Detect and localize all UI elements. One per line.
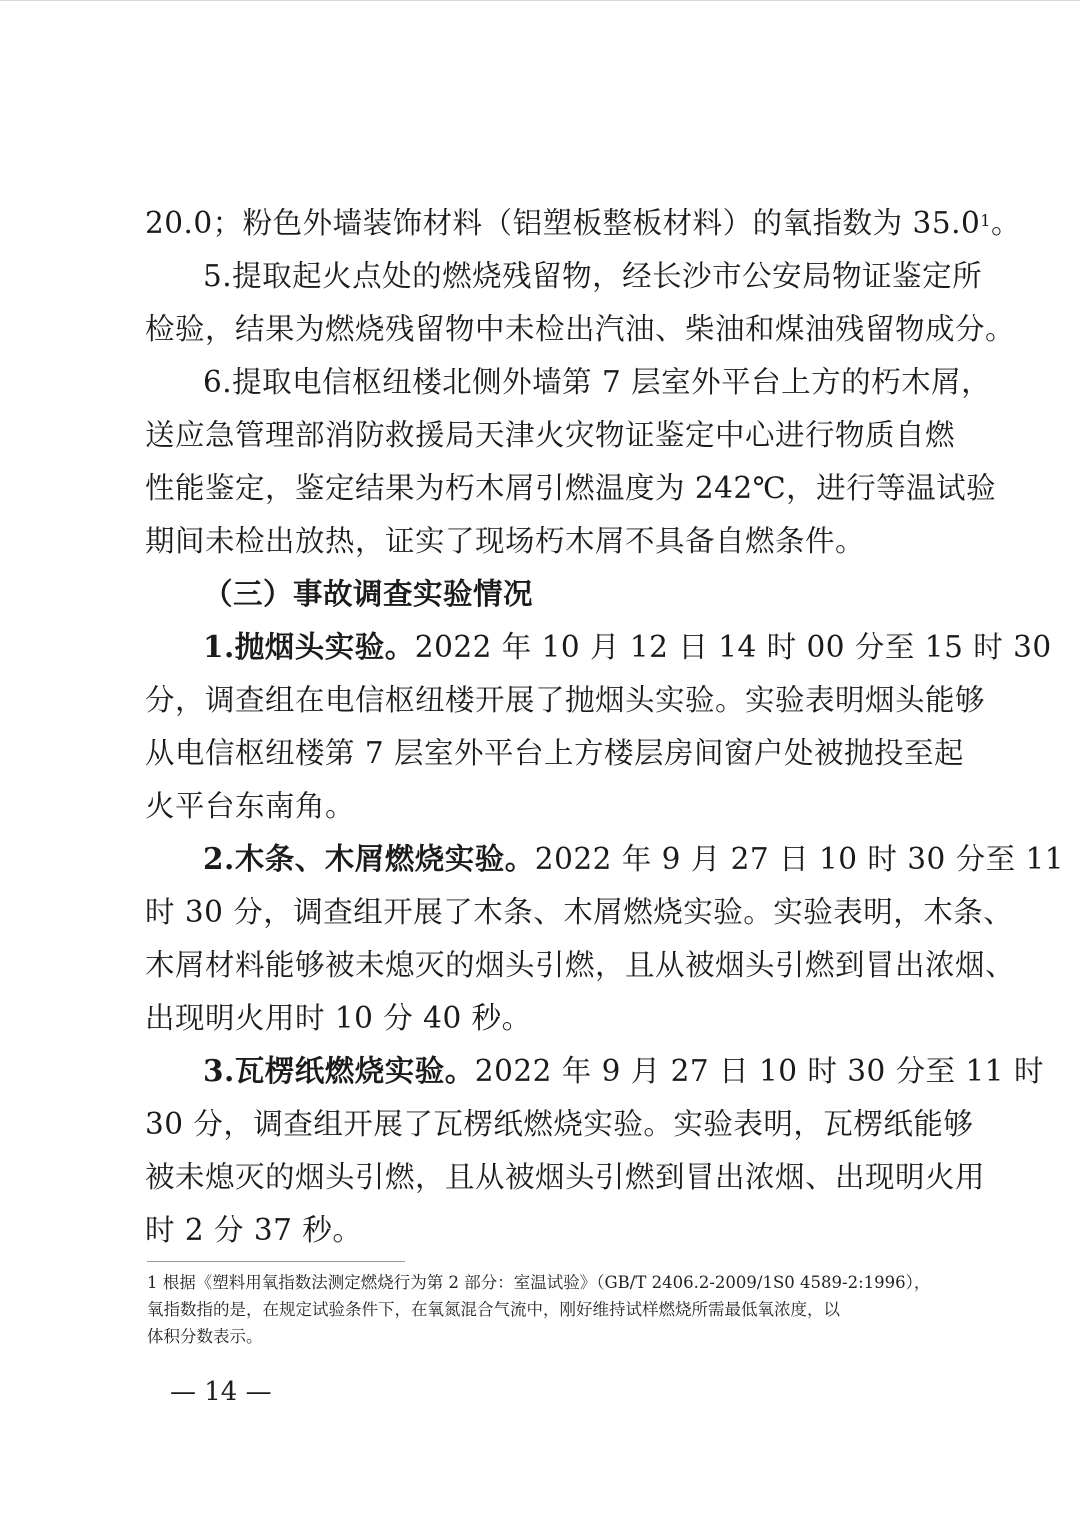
experiment-3-first-line: 3.瓦楞纸燃烧实验。2022 年 9 月 27 日 10 时 30 分至 11 时 <box>203 1053 1044 1088</box>
experiment-1-line: 火平台东南角。 <box>145 789 356 823</box>
body-line-2: 5.提取起火点处的燃烧残留物，经长沙市公安局物证鉴定所 <box>203 259 983 293</box>
experiment-3-line: 被未熄灭的烟头引燃，且从被烟头引燃到冒出浓烟、出现明火用 <box>145 1160 986 1194</box>
footnote-separator <box>147 1261 405 1262</box>
experiment-3-line: 时 2 分 37 秒。 <box>145 1213 363 1247</box>
experiment-1-line: 从电信枢纽楼第 7 层室外平台上方楼层房间窗户处被抛投至起 <box>145 736 965 770</box>
experiment-1-title: 1.抛烟头实验。 <box>203 629 415 664</box>
footnote-ref: 1 <box>980 211 991 230</box>
experiment-2-line: 出现明火用时 10 分 40 秒。 <box>145 1001 532 1035</box>
body-line-4: 6.提取电信枢纽楼北侧外墙第 7 层室外平台上方的朽木屑， <box>203 365 992 399</box>
footnote-line: 氧指数指的是，在规定试验条件下，在氧氮混合气流中，刚好维持试样燃烧所需最低氧浓度，以 <box>147 1300 840 1319</box>
experiment-2-line: 木屑材料能够被未熄灭的烟头引燃，且从被烟头引燃到冒出浓烟、 <box>145 948 1016 982</box>
section-heading: （三）事故调查实验情况 <box>203 576 534 611</box>
body-line-7: 期间未检出放热，证实了现场朽木屑不具备自燃条件。 <box>145 524 866 558</box>
experiment-2-line: 时 30 分，调查组开展了木条、木屑燃烧实验。实验表明，木条、 <box>145 895 1014 929</box>
experiment-2-title: 2.木条、木屑燃烧实验。 <box>203 841 535 876</box>
experiment-3-title: 3.瓦楞纸燃烧实验。 <box>203 1053 475 1088</box>
experiment-1-first-line: 1.抛烟头实验。2022 年 10 月 12 日 14 时 00 分至 15 时 30 <box>203 629 1052 664</box>
footnote-line: 体积分数表示。 <box>147 1327 263 1346</box>
experiment-3-line: 30 分，调查组开展了瓦楞纸燃烧实验。实验表明，瓦楞纸能够 <box>145 1107 974 1141</box>
experiment-2-first-line: 2.木条、木屑燃烧实验。2022 年 9 月 27 日 10 时 30 分至 11 <box>203 841 1065 876</box>
page-number: — 14 — <box>170 1377 272 1407</box>
body-line-3: 检验，结果为燃烧残留物中未检出汽油、柴油和煤油残留物成分。 <box>145 312 1016 346</box>
body-line-6: 性能鉴定，鉴定结果为朽木屑引燃温度为 242℃，进行等温试验 <box>145 471 997 505</box>
footnote-line: 1 根据《塑料用氧指数法测定燃烧行为第 2 部分：室温试验》（GB/T 2406.2-2009/1S0 4589-2:1996）， <box>147 1273 931 1292</box>
body-line-1: 20.0；粉色外墙装饰材料（铝塑板整板材料）的氧指数为 35.0$^1$。 <box>145 206 1021 240</box>
body-line-5: 送应急管理部消防救援局天津火灾物证鉴定中心进行物质自燃 <box>145 418 956 452</box>
top-border <box>0 0 1080 1</box>
experiment-1-line: 分，调查组在电信枢纽楼开展了抛烟头实验。实验表明烟头能够 <box>145 683 986 717</box>
